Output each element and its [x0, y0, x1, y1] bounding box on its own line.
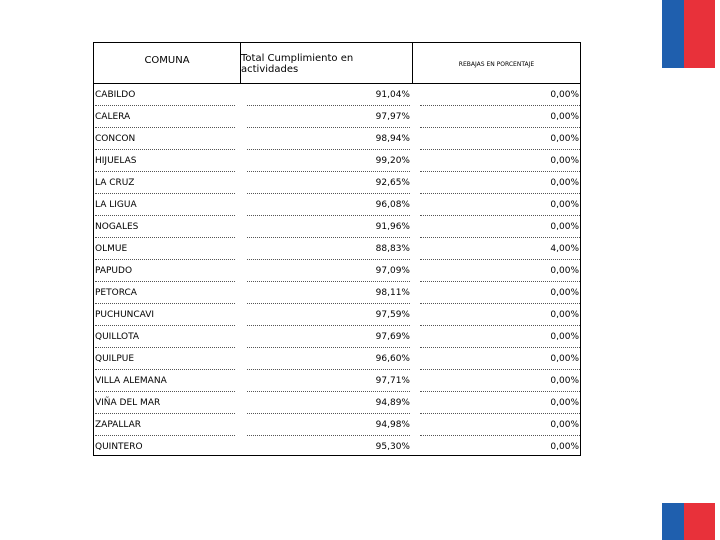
cumplimiento-cell: 95,30%: [375, 442, 410, 452]
table-row: [94, 304, 580, 326]
comuna-cell: CONCON: [95, 128, 235, 150]
cumplimiento-cell: 96,08%: [247, 194, 410, 216]
table-row: [94, 326, 580, 348]
comuna-cell: VILLA ALEMANA: [95, 370, 235, 392]
comuna-cell: CALERA: [95, 106, 235, 128]
rebaja-cell: 0,00%: [420, 106, 580, 128]
cumplimiento-cell: 96,60%: [247, 348, 410, 370]
rebaja-cell: 0,00%: [420, 150, 580, 172]
cumplimiento-cell: 98,11%: [247, 282, 410, 304]
table-row: [94, 436, 580, 458]
flag-red-stripe: [684, 503, 715, 540]
rebaja-cell: 0,00%: [420, 414, 580, 436]
rebaja-cell: 4,00%: [420, 238, 580, 260]
table-row: [94, 194, 580, 216]
comuna-cell: OLMUE: [95, 238, 235, 260]
comuna-cell: QUILPUE: [95, 348, 235, 370]
cumplimiento-cell: 94,98%: [247, 414, 410, 436]
rebaja-cell: 0,00%: [420, 172, 580, 194]
table-row: [94, 172, 580, 194]
rebaja-cell: 0,00%: [420, 194, 580, 216]
comuna-cell: PETORCA: [95, 282, 235, 304]
rebaja-cell: 0,00%: [420, 304, 580, 326]
header-cumplimiento: Total Cumplimiento en actividades: [240, 43, 412, 83]
table-body: [94, 84, 580, 458]
table-row: [94, 282, 580, 304]
cumplimiento-cell: 97,71%: [247, 370, 410, 392]
cumplimiento-cell: 97,69%: [247, 326, 410, 348]
flag-red-stripe: [684, 0, 715, 68]
comuna-cell: VIÑA DEL MAR: [95, 392, 235, 414]
rebaja-cell: 0,00%: [420, 84, 580, 106]
rebaja-cell: 0,00%: [420, 348, 580, 370]
compliance-table: [93, 42, 581, 456]
table-row: [94, 216, 580, 238]
table-row: [94, 238, 580, 260]
comuna-cell: ZAPALLAR: [95, 414, 235, 436]
rebaja-cell: 0,00%: [420, 282, 580, 304]
cumplimiento-cell: 98,94%: [247, 128, 410, 150]
rebaja-cell: 0,00%: [550, 442, 579, 452]
table-row: [94, 414, 580, 436]
table-row: [94, 106, 580, 128]
rebaja-cell: 0,00%: [420, 260, 580, 282]
header-rebajas: REBAJAS EN PORCENTAJE: [412, 43, 580, 83]
cumplimiento-cell: 94,89%: [247, 392, 410, 414]
chile-flag-logo-bottom: [662, 503, 715, 540]
comuna-cell: HIJUELAS: [95, 150, 235, 172]
comuna-cell: NOGALES: [95, 216, 235, 238]
cumplimiento-cell: 99,20%: [247, 150, 410, 172]
table-row: [94, 348, 580, 370]
table-row: [94, 260, 580, 282]
cumplimiento-cell: 92,65%: [247, 172, 410, 194]
cumplimiento-cell: 97,09%: [247, 260, 410, 282]
chile-flag-logo: [662, 0, 715, 68]
table-row: [94, 392, 580, 414]
comuna-cell: QUINTERO: [95, 442, 143, 452]
cumplimiento-cell: 91,96%: [247, 216, 410, 238]
rebaja-cell: 0,00%: [420, 392, 580, 414]
cumplimiento-cell: 97,59%: [247, 304, 410, 326]
comuna-cell: CABILDO: [95, 84, 235, 106]
comuna-cell: LA CRUZ: [95, 172, 235, 194]
comuna-cell: LA LIGUA: [95, 194, 235, 216]
table-row: [94, 150, 580, 172]
header-comuna: COMUNA: [144, 55, 190, 66]
rebaja-cell: 0,00%: [420, 128, 580, 150]
flag-blue-stripe: [662, 503, 684, 540]
rebaja-cell: 0,00%: [420, 326, 580, 348]
cumplimiento-cell: 88,83%: [247, 238, 410, 260]
comuna-cell: PAPUDO: [95, 260, 235, 282]
table-row: [94, 370, 580, 392]
flag-blue-stripe: [662, 0, 684, 68]
comuna-cell: QUILLOTA: [95, 326, 235, 348]
comuna-cell: PUCHUNCAVI: [95, 304, 235, 326]
rebaja-cell: 0,00%: [420, 370, 580, 392]
rebaja-cell: 0,00%: [420, 216, 580, 238]
table-header: [94, 43, 580, 84]
cumplimiento-cell: 97,97%: [247, 106, 410, 128]
table-row: [94, 128, 580, 150]
table-row: [94, 84, 580, 106]
cumplimiento-cell: 91,04%: [247, 84, 410, 106]
